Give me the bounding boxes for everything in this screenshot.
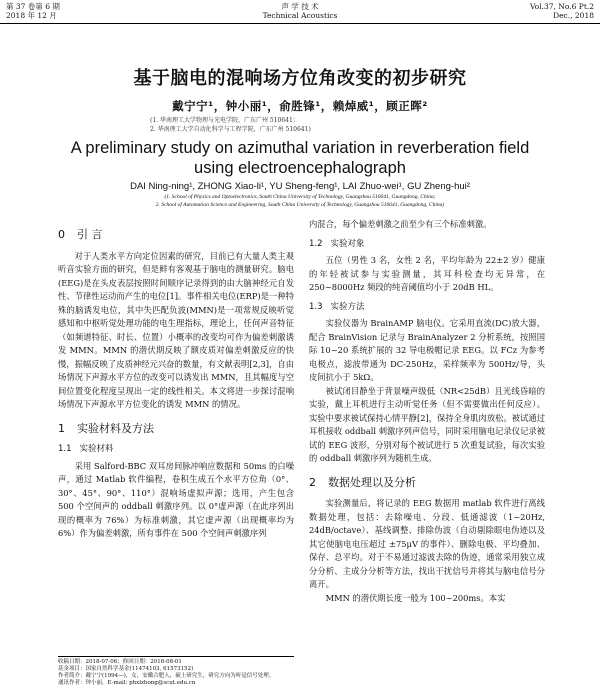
subsection-title: 实验对象 — [330, 238, 365, 249]
subsection-number: 1.1 — [58, 444, 72, 454]
header-rule — [0, 23, 600, 24]
authors-zh: 戴宁宁¹，钟小丽¹，俞胜锋¹，赖焯威¹，顾正晖² — [172, 99, 428, 113]
paragraph-analysis-1: 实验测量后，将记录的 EEG 数据用 matlab 软件进行离线数据处理，包括：去除噪电、分段、低通滤波（1~20Hz, 24dB/octave）、基线调整、排除伪波（自动剔除眼电伪迹以及其它使脑电电压超过 ±75μV 的事件）、删除电极、平均叠加、保存、总平均。对于不易通过滤波去除的伪迹，通常采用独立成分分析、主成分分析等方法，找出干扰信号并将其与脑电信号分离开。 — [309, 498, 545, 589]
footnote-corresponding: 通讯作者：钟小丽，E-mail: phxlzhong@scut.edu.cn — [58, 680, 196, 686]
paragraph-materials: 采用 Salford-BBC 双耳房间脉冲响应数据和 50ms 的白噪声，通过 Matlab 软件编程，卷积生成五个水平方位角（0°、30°、45°、90°、110°）混响场虚拟声源；选用，产生包含 500 个空间声的 oddball 刺激序列。以 0°虚声源（在此序列出现的概率为 76%）为标准刺激，其它虚声源（出现概率均为 6%）作为偏差刺激，所有事件在 500 个空间声刺激序列 — [58, 460, 294, 538]
title-en — [0, 138, 600, 178]
affiliation-zh-2: 2. 华南理工大学自动化科学与工程学院，广东广州 510641) — [150, 126, 311, 133]
subsection-title: 实验方法 — [330, 301, 365, 312]
left-column — [58, 218, 294, 541]
paragraph-method-2: 被试闭目静坐于背景噪声级低（NR<25dB）且光线昏暗的实验，戴上耳机进行主动听觉任务（但不需要做出任何反应）。实验中要求被试保持心情平静[2]，保持全身肌肉放松。被试通过耳机接收 oddball 刺激序列声信号，同时采用脑电记录仪记录被试的 EEG 波形，分别对每个被试进行 5 次重复试验，每次实验的 oddball 刺激序列为随机生成。 — [309, 385, 545, 463]
subsection-heading-materials — [58, 443, 294, 457]
paragraph-analysis-2: MMN 的潜伏期长度一般为 100~200ms。本实 — [325, 592, 506, 603]
affiliation-en-1: (1. School of Physics and Optoelectronics, South China University of Technology, Guangzhou 510641, Guangdong, China; — [164, 194, 436, 200]
subsection-number: 1.3 — [309, 301, 323, 312]
authors-en: DAI Ning-ning¹, ZHONG Xiao-li¹, YU Sheng-feng¹, LAI Zhuo-wei¹, GU Zheng-hui² — [130, 181, 470, 192]
subsection-heading-method — [309, 301, 545, 315]
subsection-number: 1.2 — [309, 238, 323, 249]
section-heading-materials — [58, 422, 294, 436]
footnote-funding: 基金项目：国家自然科学基金(11474103, 61573152) — [58, 666, 194, 672]
section-title: 引 言 — [77, 228, 103, 241]
title-en-line-2: using electroencephalograph — [194, 159, 406, 177]
affiliation-en-2: 2. School of Automation Science and Engineering, South China University of Technology, Guangzhou 510641, Guangdong, China) — [155, 202, 445, 208]
affiliations-zh — [150, 116, 470, 134]
section-number: 1 — [58, 421, 65, 435]
header-volume-en: Vol.37, No.6 Pt.2 — [529, 2, 594, 11]
paragraph-subjects: 五位（男性 3 名，女性 2 名，平均年龄为 22±2 岁）健康的年轻被试参与实验测量，其耳科检查均无异常，在 250~8000Hz 频段的纯音阈值均小于 20dB HL。 — [309, 255, 545, 292]
paragraph-method-1: 实验仪器为 BrainAMP 脑电仪。它采用直流(DC)放大器，配合 BrainVision 记录与 BrainAnalyzer 2 分析系统，按照国际 10~20 系统扩展的 32 导电极帽记录 EEG。以 FCz 为参考电极点，滤波带通为 DC-250Hz，采样频率为 500Hz/导，头皮间抗小于 5kΩ。 — [309, 318, 545, 382]
section-title: 实验材料及方法 — [77, 421, 154, 435]
section-heading-intro — [58, 228, 294, 242]
affiliation-zh-1: (1. 华南理工大学物理与光电学院，广东广州 510641； — [150, 117, 299, 124]
title-en-line-1: A preliminary study on azimuthal variation in reverberation field — [70, 139, 530, 157]
footnote-author: 作者简介：戴宁宁(1994—)，女，安徽合肥人，硕士研究生，研究方向为听觉信号处理。 — [58, 673, 275, 679]
paragraph-continued: 内混合，每个偏差刺激之前至少有三个标准刺激。 — [309, 219, 492, 229]
footnote-block — [58, 656, 294, 687]
subsection-heading-subjects — [309, 238, 545, 252]
section-number: 0 — [58, 228, 65, 241]
section-title: 数据处理以及分析 — [328, 475, 416, 489]
title-zh: 基于脑电的混响场方位角改变的初步研究 — [133, 68, 467, 89]
journal-name-zh: 声 学 技 术 — [281, 2, 319, 11]
subsection-title: 实验材料 — [79, 444, 114, 454]
footnote-received: 收稿日期：2018-07-06；修回日期：2018-08-01 — [58, 659, 182, 665]
affiliations-en — [30, 193, 570, 209]
header-center — [0, 2, 600, 20]
header-date-zh: 2018 年 12 月 — [6, 11, 57, 20]
section-number: 2 — [309, 475, 316, 489]
running-header — [0, 0, 600, 26]
section-heading-analysis — [309, 476, 545, 490]
journal-name-en: Technical Acoustics — [262, 11, 338, 20]
header-date-en: Dec., 2018 — [553, 11, 594, 20]
right-column — [309, 218, 545, 605]
paragraph-intro: 对于人类水平方向定位因素的研究，目前已有大量人类主观听音实验方面的研究，但是鲜有客观基于脑电的测量研究。脑电(EEG)是在头皮表层按照时间顺序记录得到的由大脑神经元自发性、节律性运动而产生的电位[1]。事件相关电位(ERP)是一种特殊的脑诱发电位，其中失匹配负波(MMN)是一项常规反映听觉感知和中枢听觉处理功能的电生理指标，理论上，任何声音特征（如频谱特征、时长、位置）小概率的改变均可作为偏差刺激诱发 MMN。MMN 的潜伏期反映了额皮质对偏差刺激反应的快慢，振幅反映了皮质神经元兴奋的数量，有文献表明[2,3]，自由场情况下声源水平方位的改变可以诱发出 MMN，且其幅度与空间位置变化程度呈现出一定的线性相关。本文将进一步探讨混响场情况下声源水平方位变化的诱发 MMN 的情况。 — [58, 250, 294, 409]
header-right — [530, 2, 594, 20]
header-volume-zh: 第 37 卷第 6 期 — [6, 2, 60, 11]
